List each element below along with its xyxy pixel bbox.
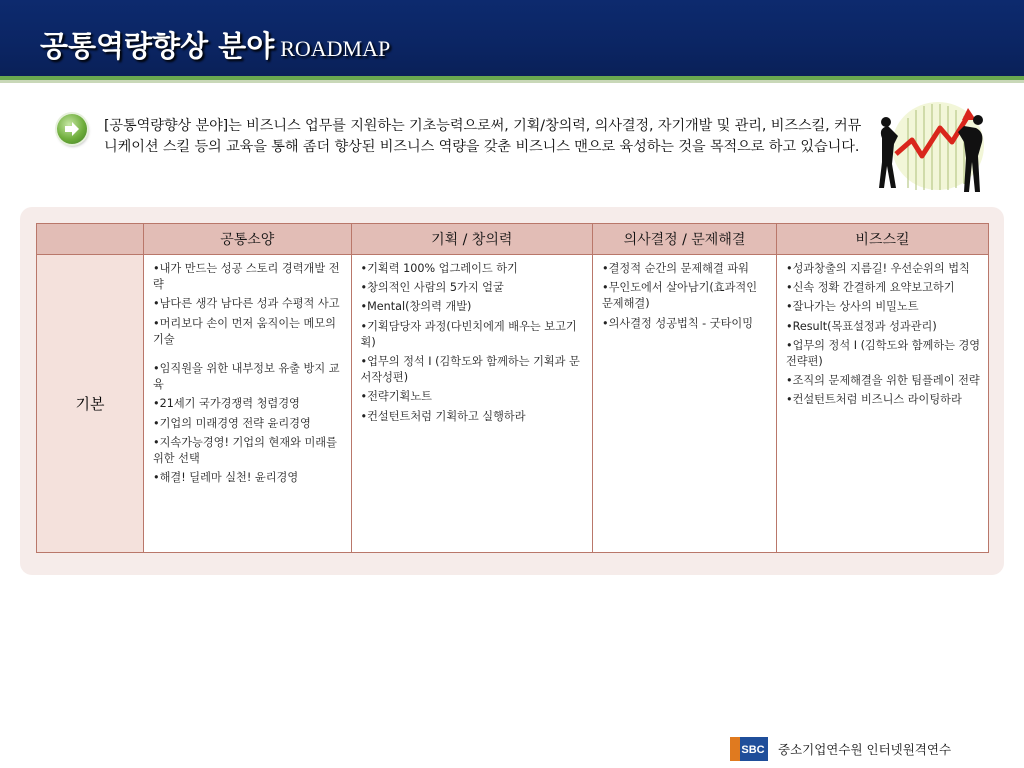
course-list-decision-problem-solving <box>593 255 777 553</box>
course-item: • 컨설턴트처럼 기획하고 실행하라 <box>361 409 586 425</box>
course-item: • 임직원을 위한 내부정보 유출 방지 교육 <box>153 361 345 393</box>
sbc-logo <box>730 737 768 761</box>
course-item: • 기업의 미래경영 전략 윤리경영 <box>153 416 345 432</box>
course-item: • 21세기 국가경쟁력 청렴경영 <box>153 396 345 412</box>
course-item: • 조직의 문제해결을 위한 팀플레이 전략 <box>786 373 982 389</box>
course-item: • 해결! 딜레마 실천! 윤리경영 <box>153 470 345 486</box>
course-item: • 무인도에서 살아남기(효과적인 문제해결) <box>602 280 770 312</box>
course-list-biz-skill <box>776 255 988 553</box>
intro-paragraph: [공통역량향상 분야]는 비즈니스 업무를 지원하는 기초능력으로써, 기획/창의력, 의사결정, 자기개발 및 관리, 비즈스킬, 커뮤니케이션 스킬 등의 교육을 통해 좀더 향상된 비즈니스 역량을 갖춘 비즈니스 맨으로 육성하는 것을 목적으로 하고 있습니다. <box>104 118 862 155</box>
course-item: • 신속 정확 간결하게 요약보고하기 <box>786 280 982 296</box>
footer-org-name: 중소기업연수원 인터넷원격연수 <box>778 742 952 757</box>
course-item: • 내가 만드는 성공 스토리 경력개발 전략 <box>153 261 345 293</box>
arrow-right-icon <box>57 114 87 144</box>
table-row <box>37 255 989 553</box>
page-title-korean: 공통역량향상 분야 <box>40 29 275 63</box>
sbc-logo-text: SBC <box>741 744 765 756</box>
course-list-common-basics <box>144 255 352 553</box>
course-item: • 지속가능경영! 기업의 현재와 미래를 위한 선택 <box>153 435 345 467</box>
page-title <box>40 24 390 65</box>
header-corner <box>37 224 144 255</box>
course-item: • 창의적인 사람의 5가지 얼굴 <box>361 280 586 296</box>
roadmap-table <box>36 223 989 553</box>
table-header-row <box>37 224 989 255</box>
course-item: • 남다른 생각 남다른 성과 수평적 사고 <box>153 296 345 312</box>
page-title-english: ROADMAP <box>280 36 391 61</box>
course-item: • 기획력 100% 업그레이드 하기 <box>361 261 586 277</box>
course-item: • 전략기획노트 <box>361 389 586 405</box>
course-item: • 기획담당자 과정(다빈치에게 배우는 보고기획) <box>361 319 586 351</box>
title-divider-light <box>0 80 1024 83</box>
course-item: • 의사결정 성공법칙 - 굿타이밍 <box>602 316 770 332</box>
course-item: • 결정적 순간의 문제해결 파워 <box>602 261 770 277</box>
course-item: • 머리보다 손이 먼저 움직이는 메모의기술 <box>153 316 345 348</box>
header-decision-problem-solving: 의사결정 / 문제해결 <box>593 224 777 255</box>
course-item: • 잘나가는 상사의 비밀노트 <box>786 299 982 315</box>
course-item: • 업무의 정석 I (김학도와 함께하는 경영전략편) <box>786 338 982 370</box>
business-growth-illustration <box>868 98 996 198</box>
course-list-planning-creativity <box>351 255 592 553</box>
header-common-basics: 공통소양 <box>144 224 352 255</box>
course-item: • 업무의 정석 I (김학도와 함께하는 기획과 문서작성편) <box>361 354 586 386</box>
header-planning-creativity: 기획 / 창의력 <box>351 224 592 255</box>
course-item: • Mental(창의력 개발) <box>361 299 586 315</box>
course-item: • 성과창출의 지름길! 우선순위의 법칙 <box>786 261 982 277</box>
course-item: • 컨설턴트처럼 비즈니스 라이팅하라 <box>786 392 982 408</box>
header-biz-skill: 비즈스킬 <box>776 224 988 255</box>
course-item: • Result(목표설정과 성과관리) <box>786 319 982 335</box>
row-label-basic: 기본 <box>37 255 144 553</box>
